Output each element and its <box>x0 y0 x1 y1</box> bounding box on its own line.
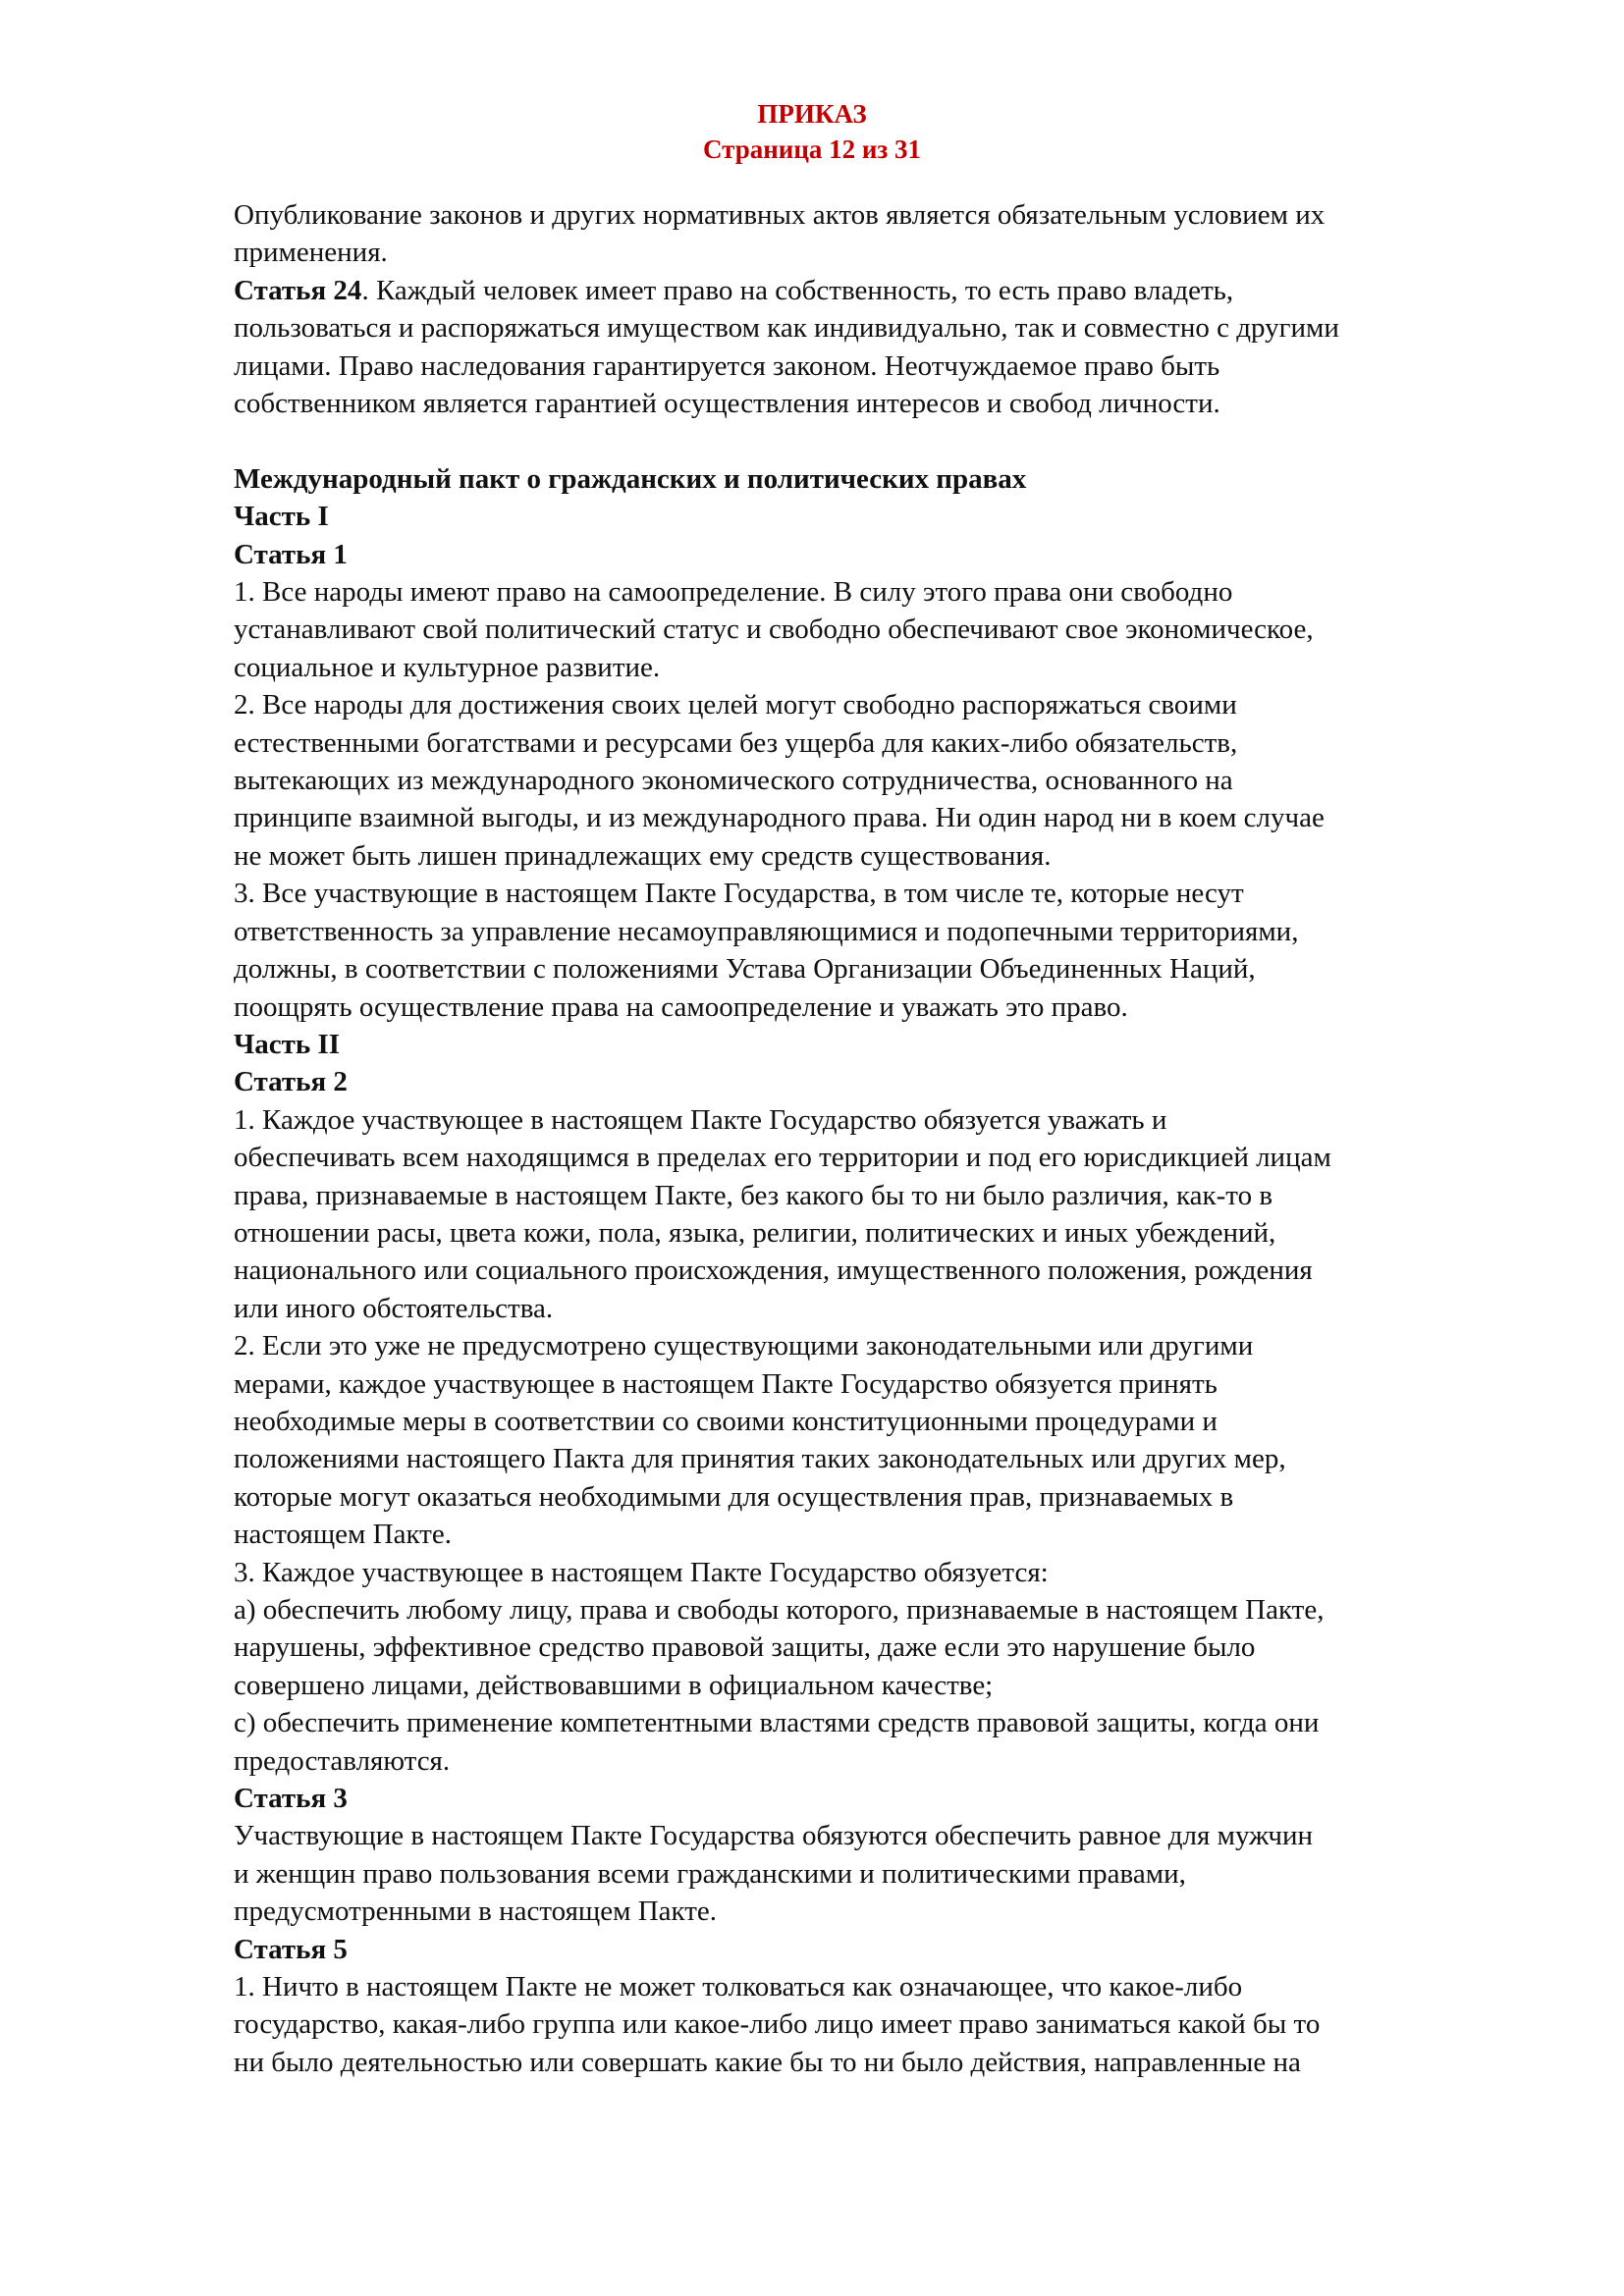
intro-paragraph <box>234 196 1549 272</box>
text-line: 2. Если это уже не предусмотрено существующими законодательными или другими <box>234 1330 1254 1362</box>
article-text: . Каждый человек имеет право на собственность, то есть право владеть, <box>361 274 1234 306</box>
text-line: применения. <box>234 237 388 269</box>
text-line: настоящем Пакте. <box>234 1519 452 1551</box>
text-line: социальное и культурное развитие. <box>234 651 661 683</box>
text-line: необходимые меры в соответствии со своими конституционными процедурами и <box>234 1405 1218 1437</box>
article-heading: Статья 5 <box>234 1933 348 1965</box>
text-line: Участвующие в настоящем Пакте Государства обязуются обеспечить равное для мужчин <box>234 1820 1314 1852</box>
document-title: ПРИКАЗ <box>757 99 867 129</box>
text-line: поощрять осуществление права на самоопределение и уважать это право. <box>234 990 1128 1023</box>
text-line: совершено лицами, действовавшими в официальном качестве; <box>234 1669 994 1701</box>
article-2-text <box>234 1101 1549 1780</box>
text-line: 1. Все народы имеют право на самоопределение. В силу этого права они свободно <box>234 576 1233 609</box>
text-line: собственником является гарантией осуществления интересов и свобод личности. <box>234 388 1220 420</box>
article-heading: Статья 1 <box>234 538 348 570</box>
text-line: 3. Все участвующие в настоящем Пакте Государства, в том числе те, которые несут <box>234 878 1244 910</box>
text-line: обеспечивать всем находящимся в пределах его территории и под его юрисдикцией лицам <box>234 1142 1331 1174</box>
text-line: с) обеспечить применение компетентными властями средств правовой защиты, когда они <box>234 1707 1320 1739</box>
text-line: мерами, каждое участвующее в настоящем Пакте Государство обязуется принять <box>234 1367 1218 1400</box>
article-heading: Статья 3 <box>234 1783 348 1815</box>
article-5-text <box>234 1968 1549 2081</box>
text-line: устанавливают свой политический статус и свободно обеспечивают свое экономическое, <box>234 614 1314 646</box>
text-line: права, признаваемые в настоящем Пакте, без какого бы то ни было различия, как-то в <box>234 1179 1273 1211</box>
text-line: национального или социального происхождения, имущественного положения, рождения <box>234 1255 1313 1287</box>
article-1-text <box>234 573 1549 1026</box>
text-line: 2. Все народы для достижения своих целей могут свободно распоряжаться своими <box>234 689 1237 721</box>
text-line: естественными богатствами и ресурсами без ущерба для каких-либо обязательств, <box>234 726 1238 759</box>
text-line: 1. Ничто в настоящем Пакте не может толковаться как означающее, что какое-либо <box>234 1971 1243 2003</box>
article-3-text <box>234 1817 1549 1930</box>
text-line: не может быть лишен принадлежащих ему средств существования. <box>234 839 1052 872</box>
text-line: принципе взаимной выгоды, и из международного права. Ни один народ ни в коем случае <box>234 802 1325 834</box>
text-line: ответственность за управление несамоуправляющимися и подопечными территориями, <box>234 915 1299 947</box>
text-line: государство, какая-либо группа или какое-либо лицо имеет право заниматься какой бы то <box>234 2008 1321 2041</box>
text-line: должны, в соответствии с положениями Устава Организации Объединенных Наций, <box>234 953 1256 986</box>
text-line: вытекающих из международного экономического сотрудничества, основанного на <box>234 765 1233 797</box>
text-line: положениями настоящего Пакта для принятия таких законодательных или других мер, <box>234 1443 1286 1475</box>
article-24 <box>234 272 1549 423</box>
text-line: или иного обстоятельства. <box>234 1292 554 1324</box>
text-line: и женщин право пользования всеми гражданскими и политическими правами, <box>234 1857 1186 1890</box>
text-line: предоставляются. <box>234 1744 451 1777</box>
text-line <box>234 272 1549 309</box>
text-line: пользоваться и распоряжаться имуществом как индивидуально, так и совместно с другими <box>234 312 1339 345</box>
text-line: Опубликование законов и других нормативных актов является обязательным условием их <box>234 199 1326 231</box>
text-line: 3. Каждое участвующее в настоящем Пакте Государство обязуется: <box>234 1556 1049 1588</box>
text-line: предусмотренными в настоящем Пакте. <box>234 1896 718 1928</box>
section-title: Международный пакт о гражданских и политических правах <box>234 462 1027 495</box>
page-header <box>0 96 1624 167</box>
page-number: Страница 12 из 31 <box>702 134 922 164</box>
text-line: 1. Каждое участвующее в настоящем Пакте Государство обязуется уважать и <box>234 1103 1167 1136</box>
text-line: которые могут оказаться необходимыми для осуществления прав, признаваемых в <box>234 1480 1234 1513</box>
text-line: а) обеспечить любому лицу, права и свободы которого, признаваемые в настоящем Пакте, <box>234 1594 1325 1627</box>
document-body <box>234 196 1549 2081</box>
spacer <box>234 422 1549 459</box>
text-line: нарушены, эффективное средство правовой защиты, даже если это нарушение было <box>234 1631 1256 1664</box>
text-line: лицами. Право наследования гарантируется законом. Неотчуждаемое право быть <box>234 349 1220 382</box>
article-heading: Статья 24 <box>234 274 362 306</box>
part-heading: Часть II <box>234 1028 341 1060</box>
text-line: отношении расы, цвета кожи, пола, языка, религии, политических и иных убеждений, <box>234 1216 1276 1249</box>
article-heading: Статья 2 <box>234 1066 348 1098</box>
part-heading: Часть I <box>234 501 329 533</box>
text-line: ни было деятельностью или совершать какие бы то ни было действия, направленные на <box>234 2046 1301 2078</box>
